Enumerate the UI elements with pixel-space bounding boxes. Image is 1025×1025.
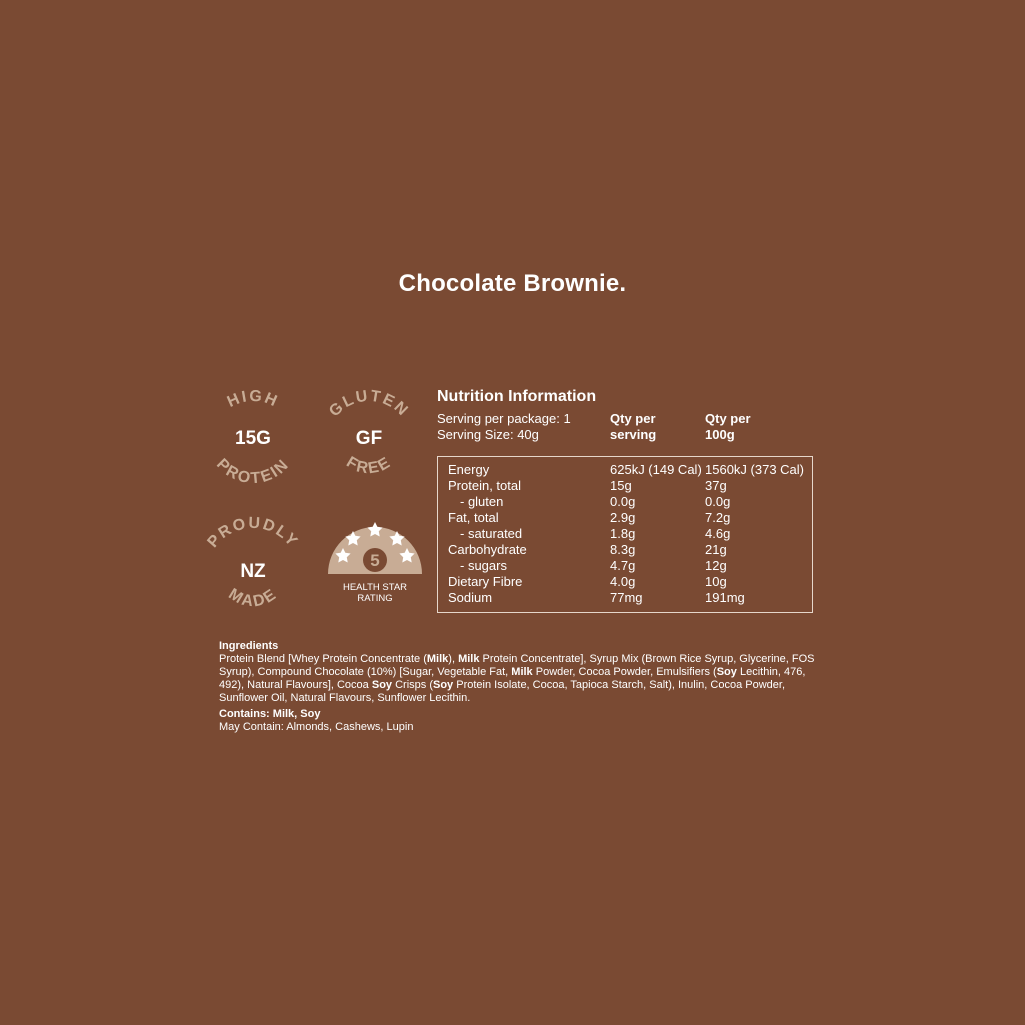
qty-per-serving: 4.7g <box>610 558 636 573</box>
table-row <box>438 558 812 574</box>
badge-center-text: NZ <box>240 561 266 582</box>
hsr-label-line2: RATING <box>357 593 393 604</box>
qty-per-100g: 21g <box>705 542 727 557</box>
ingredients-heading: Ingredients <box>219 640 279 652</box>
nutrition-panel <box>437 388 817 613</box>
product-title: Chocolate Brownie. <box>398 270 627 297</box>
qty-per-serving: 625kJ (149 Cal) <box>610 462 702 477</box>
nutrient-name: - sugars <box>460 558 507 573</box>
table-row <box>438 574 812 590</box>
col-header-100g-2: 100g <box>705 427 735 442</box>
ingredients-list <box>219 653 819 705</box>
high-protein-badge <box>203 387 303 487</box>
svg-text:GLUTEN <box>326 388 412 421</box>
table-row <box>438 478 812 494</box>
col-header-serving-2: serving <box>610 427 657 442</box>
ingredients-text: Lecithin, 476, 492), Natural Flavours], Cocoa <box>219 666 806 691</box>
badge-center-text: GF <box>355 428 383 449</box>
table-row <box>438 590 812 606</box>
nutrient-name: Fat, total <box>448 510 499 525</box>
badge-bottom-text: MADE <box>225 585 281 611</box>
qty-per-100g: 10g <box>705 574 727 589</box>
qty-per-100g: 4.6g <box>705 526 731 541</box>
qty-per-100g: 12g <box>705 558 727 573</box>
table-row <box>438 526 812 542</box>
svg-text:PROUDLY <box>204 515 301 551</box>
col-header-serving-1: Qty per <box>610 411 656 426</box>
nutrition-heading: Nutrition Information <box>437 388 597 405</box>
svg-text:FREE <box>343 454 394 478</box>
table-row <box>438 542 812 558</box>
may-contain: May Contain: Almonds, Cashews, Lupin <box>219 721 414 733</box>
ingredients-text: ), <box>448 653 459 665</box>
badge-center-text: 15G <box>235 428 271 449</box>
nutrient-name: Sodium <box>448 590 493 605</box>
serving-per-package: Serving per package: 1 <box>437 411 571 426</box>
ingredients-text: Protein Blend [Whey Protein Concentrate ( <box>219 653 427 665</box>
qty-per-100g: 191mg <box>705 590 745 605</box>
allergen-text: Soy <box>433 679 454 691</box>
allergen-text: Milk <box>511 666 533 678</box>
nutrient-name: - gluten <box>460 494 504 509</box>
qty-per-serving: 1.8g <box>610 526 636 541</box>
hsr-label-line1: HEALTH STAR <box>342 582 408 593</box>
serving-size: Serving Size: 40g <box>437 427 539 442</box>
nutrition-table <box>437 456 813 613</box>
gluten-free-badge <box>319 387 419 487</box>
svg-text:MADE <box>225 586 280 611</box>
qty-per-100g: 37g <box>705 478 727 493</box>
nutrient-name: Protein, total <box>448 478 521 493</box>
badge-top-text: HIGH <box>224 387 282 411</box>
badge-bottom-text: FREE <box>343 453 395 478</box>
qty-per-serving: 4.0g <box>610 574 636 589</box>
health-star-rating-badge <box>325 512 425 612</box>
qty-per-100g: 7.2g <box>705 510 731 525</box>
qty-per-serving: 0.0g <box>610 494 636 509</box>
allergen-text: Soy <box>371 679 393 691</box>
contains-allergens: Contains: Milk, Soy <box>219 708 321 720</box>
svg-text:HIGH <box>225 388 281 411</box>
badge-top-text: GLUTEN <box>326 387 413 421</box>
allergen-text: Milk <box>458 653 480 665</box>
hsr-rating-value: 5 <box>370 551 380 570</box>
nutrient-name: - saturated <box>460 526 523 541</box>
nutrient-name: Energy <box>448 462 490 477</box>
qty-per-serving: 8.3g <box>610 542 636 557</box>
ingredients-text: Powder, Cocoa Powder, Emulsifiers ( <box>532 666 717 678</box>
qty-per-serving: 77mg <box>610 590 643 605</box>
ingredients-text: Protein Isolate, Cocoa, Tapioca Starch, Salt), Inulin, Cocoa Powder, Sunflower Oil, Natural Flavours, Sunflower Lecithin. <box>219 679 785 704</box>
qty-per-serving: 15g <box>610 478 632 493</box>
ingredients-text: Crisps ( <box>392 679 433 691</box>
allergen-text: Soy <box>716 666 737 678</box>
allergen-text: Milk <box>426 653 449 665</box>
table-row <box>438 494 812 510</box>
qty-per-100g: 0.0g <box>705 494 731 509</box>
badge-top-text: PROUDLY <box>204 514 302 552</box>
table-row <box>438 462 812 478</box>
table-row <box>438 510 812 526</box>
qty-per-100g: 1560kJ (373 Cal) <box>705 462 804 477</box>
proudly-nz-made-badge <box>203 514 303 620</box>
ingredients-text: Protein Concentrate], Syrup Mix (Brown Rice Syrup, Glycerine, FOS Syrup), Compound Chocolate (10%) [Sugar, Vegetable Fat, <box>219 653 815 678</box>
svg-text:PROTEIN <box>213 456 293 488</box>
nutrient-name: Dietary Fibre <box>448 574 523 589</box>
qty-per-serving: 2.9g <box>610 510 636 525</box>
nutrient-name: Carbohydrate <box>448 542 527 557</box>
col-header-100g-1: Qty per <box>705 411 751 426</box>
badge-bottom-text: PROTEIN <box>213 455 293 488</box>
serving-info <box>437 411 817 447</box>
ingredients-section <box>219 640 819 734</box>
